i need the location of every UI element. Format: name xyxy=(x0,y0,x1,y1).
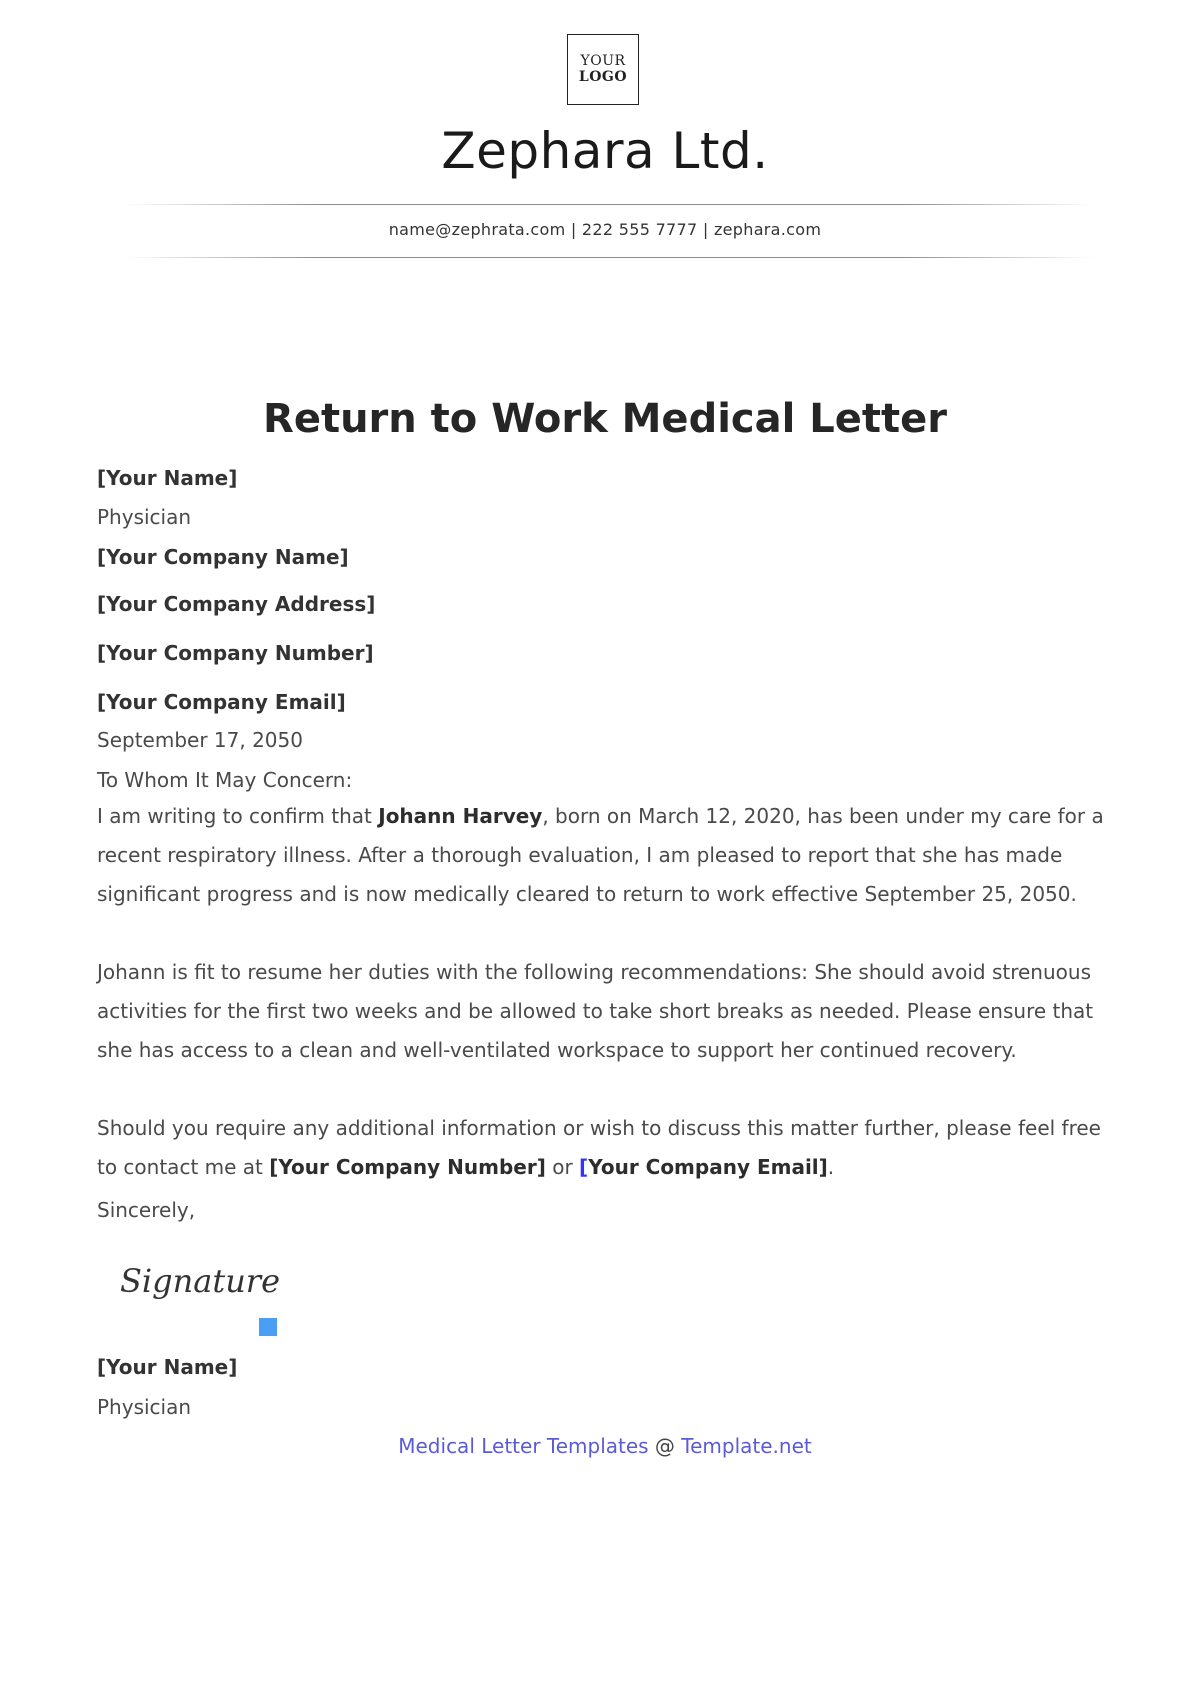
footer-separator: @ xyxy=(648,1434,682,1458)
p1-text-after: , born on March 12, 2020, has been under my care for a recent respiratory illness. After a thorough evaluation, I am pleased to report that she has made significant progress and is now medically cleared to return to work effective September 25, 2050. xyxy=(97,804,1104,906)
p3-text-end: . xyxy=(827,1155,835,1179)
resize-handle[interactable] xyxy=(259,1318,277,1336)
header-divider-top xyxy=(125,204,1095,205)
logo-line-2: LOGO xyxy=(578,68,628,85)
salutation: To Whom It May Concern: xyxy=(97,768,353,792)
document-title: Return to Work Medical Letter xyxy=(263,396,947,442)
sender-company-number: [Your Company Number] xyxy=(97,641,374,665)
signature-image: Signature xyxy=(120,1262,281,1300)
p3-text-before: Should you require any additional information or wish to discuss this matter further, please feel free to contact me at xyxy=(97,1116,1101,1179)
sender-name: [Your Name] xyxy=(97,466,238,490)
sender-company-name: [Your Company Name] xyxy=(97,545,349,569)
patient-name: Johann Harvey xyxy=(378,804,543,828)
closing: Sincerely, xyxy=(97,1198,196,1222)
footer xyxy=(0,1434,1200,1458)
header-divider-bottom xyxy=(125,257,1095,258)
contact-email-placeholder: Your Company Email] xyxy=(588,1155,828,1179)
letter-date: September 17, 2050 xyxy=(97,728,303,752)
company-name: Zephara Ltd. xyxy=(441,122,769,180)
sender-role: Physician xyxy=(97,505,192,529)
contact-number-placeholder: [Your Company Number] xyxy=(269,1155,546,1179)
body-paragraph-2: Johann is fit to resume her duties with the following recommendations: She should avoid strenuous activities for the first two weeks and be allowed to take short breaks as needed. Please ensure that she has access to a clean and well-ventilated workspace to support her continued recovery. xyxy=(97,960,1094,1062)
sender-company-address: [Your Company Address] xyxy=(97,592,376,616)
email-bracket: [ xyxy=(579,1155,589,1179)
sender-company-email: [Your Company Email] xyxy=(97,690,346,714)
signer-name: [Your Name] xyxy=(97,1355,238,1379)
logo-line-1: YOUR xyxy=(580,53,626,70)
p3-text-mid: or xyxy=(545,1155,580,1179)
body-paragraph-3 xyxy=(97,1109,1107,1187)
footer-link-templates[interactable]: Medical Letter Templates xyxy=(398,1434,649,1458)
company-logo xyxy=(567,34,639,105)
contact-info: name@zephrata.com | 222 555 7777 | zephara.com xyxy=(388,220,822,239)
footer-link-site[interactable]: Template.net xyxy=(681,1434,812,1458)
signer-role: Physician xyxy=(97,1395,192,1419)
body-paragraph-1 xyxy=(97,797,1107,914)
p1-text-before: I am writing to confirm that xyxy=(97,804,379,828)
